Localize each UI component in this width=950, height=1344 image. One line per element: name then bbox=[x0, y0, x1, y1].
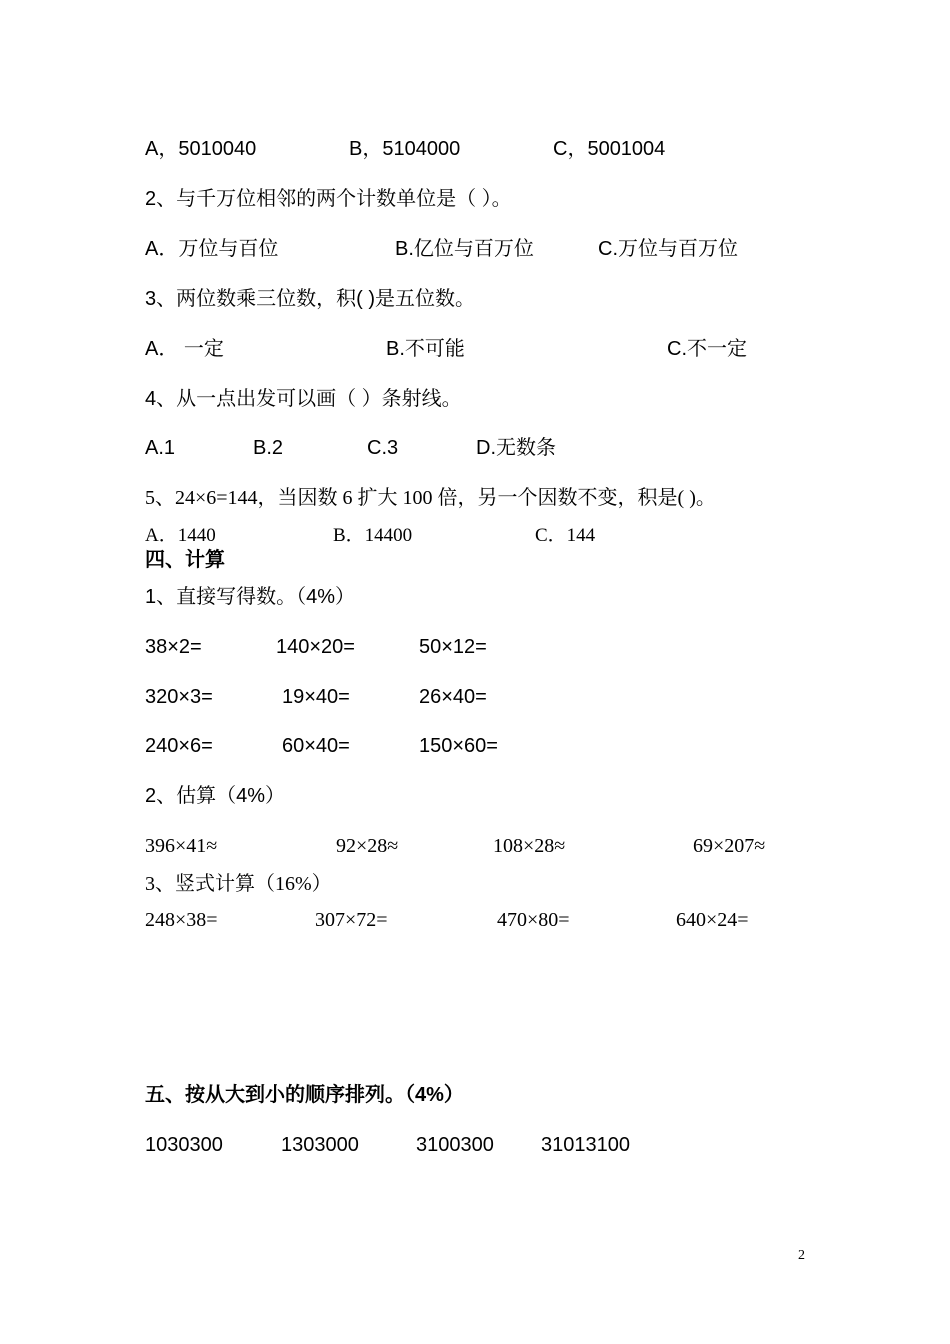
estimate-item: 396×41≈ bbox=[145, 835, 218, 857]
order-number: 1030300 bbox=[145, 1134, 223, 1156]
direct-item: 60×40= bbox=[282, 735, 350, 757]
q3-option-b: B.不可能 bbox=[386, 338, 465, 360]
page-number: 2 bbox=[798, 1248, 805, 1263]
section4-sub1-title: 1、直接写得数。（4%） bbox=[145, 586, 356, 608]
direct-item: 320×3= bbox=[145, 686, 213, 708]
q5-option-b: B．14400 bbox=[333, 525, 413, 546]
order-number: 31013100 bbox=[541, 1134, 630, 1156]
section4-sub2-title: 2、估算（4%） bbox=[145, 785, 286, 807]
order-number: 1303000 bbox=[281, 1134, 359, 1156]
section4-title: 四、计算 bbox=[145, 549, 225, 571]
q2-option-c: C.万位与百万位 bbox=[598, 238, 738, 260]
direct-item: 38×2= bbox=[145, 636, 202, 658]
q4-question: 4、从一点出发可以画（ ）条射线。 bbox=[145, 388, 462, 410]
section4-sub3-title: 3、竖式计算（16%） bbox=[145, 873, 332, 895]
estimate-item: 92×28≈ bbox=[336, 835, 399, 857]
q5-question: 5、24×6=144，当因数 6 扩大 100 倍，另一个因数不变，积是( )。 bbox=[145, 487, 716, 509]
direct-item: 50×12= bbox=[419, 636, 487, 658]
estimate-item: 108×28≈ bbox=[493, 835, 566, 857]
q4-option-b: B.2 bbox=[253, 437, 284, 459]
q5-option-a: A．1440 bbox=[145, 525, 216, 546]
q3-question: 3、两位数乘三位数，积( )是五位数。 bbox=[145, 288, 475, 310]
q4-option-a: A.1 bbox=[145, 437, 176, 459]
q2-option-b: B.亿位与百万位 bbox=[395, 238, 534, 260]
direct-item: 240×6= bbox=[145, 735, 213, 757]
vertical-item: 640×24= bbox=[676, 909, 749, 931]
q4-option-c: C.3 bbox=[367, 437, 399, 459]
direct-item: 150×60= bbox=[419, 735, 498, 757]
q1-option-a: A，5010040 bbox=[145, 138, 257, 160]
vertical-item: 307×72= bbox=[315, 909, 388, 931]
q5-option-c: C．144 bbox=[535, 525, 596, 546]
q2-option-a: A．万位与百位 bbox=[145, 238, 279, 260]
order-number: 3100300 bbox=[416, 1134, 494, 1156]
direct-item: 26×40= bbox=[419, 686, 487, 708]
q1-option-c: C，5001004 bbox=[553, 138, 666, 160]
q3-option-a: A． 一定 bbox=[145, 338, 224, 360]
direct-item: 19×40= bbox=[282, 686, 350, 708]
q2-question: 2、与千万位相邻的两个计数单位是（ ）。 bbox=[145, 188, 512, 210]
section5-title: 五、按从大到小的顺序排列。（4%） bbox=[145, 1084, 464, 1106]
direct-item: 140×20= bbox=[276, 636, 355, 658]
vertical-item: 248×38= bbox=[145, 909, 218, 931]
q4-option-d: D.无数条 bbox=[476, 437, 556, 459]
vertical-item: 470×80= bbox=[497, 909, 570, 931]
q1-option-b: B，5104000 bbox=[349, 138, 461, 160]
q3-option-c: C.不一定 bbox=[667, 338, 747, 360]
estimate-item: 69×207≈ bbox=[693, 835, 766, 857]
